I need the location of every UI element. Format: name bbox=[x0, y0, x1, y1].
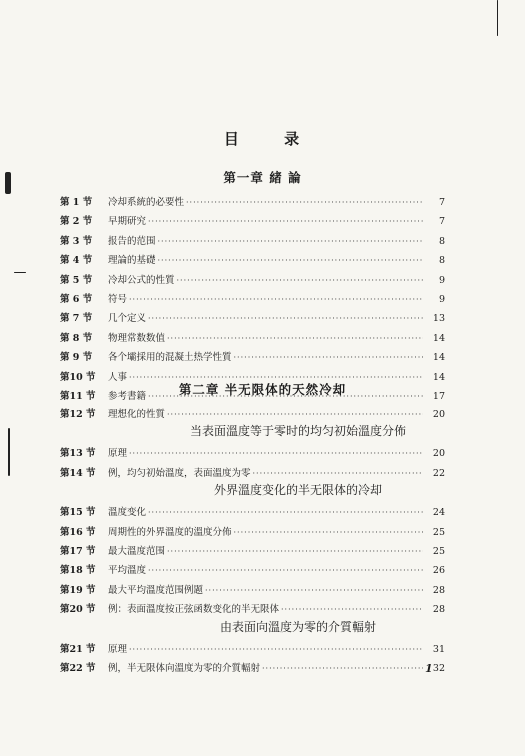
section-subheading: 当表面溫度等于零时的均匀初始溫度分佈 bbox=[189, 424, 406, 439]
section-number: 第20 节 bbox=[60, 604, 96, 616]
toc-entry bbox=[60, 582, 445, 598]
section-number: 第19 节 bbox=[60, 584, 96, 596]
section-title: 最大溫度范围 bbox=[108, 546, 166, 557]
section-page: 32 bbox=[432, 663, 445, 674]
section-page: 28 bbox=[432, 584, 445, 596]
dot-leader bbox=[205, 586, 423, 595]
toc-entry bbox=[60, 349, 445, 365]
section-title: 几个定义 bbox=[108, 313, 147, 325]
dot-leader bbox=[281, 605, 423, 614]
section-number: 第 9 节 bbox=[60, 352, 93, 364]
toc-entry bbox=[60, 272, 445, 288]
section-page: 14 bbox=[432, 371, 445, 383]
toc-entry bbox=[60, 543, 445, 559]
toc-entry bbox=[60, 291, 445, 307]
toc-entry bbox=[60, 601, 445, 617]
section-number: 第13 节 bbox=[60, 448, 96, 460]
dot-leader bbox=[177, 276, 423, 285]
toc-entry bbox=[60, 213, 445, 229]
section-title: 周期性的外界溫度的溫度分佈 bbox=[108, 526, 232, 538]
scan-smudge bbox=[497, 0, 498, 36]
section-title: 参考書籍 bbox=[108, 391, 147, 402]
section-title: 例：表面溫度按正弦函数变化的半无限体 bbox=[108, 604, 280, 616]
section-title: 各个壩採用的混凝土热学性質 bbox=[108, 352, 232, 364]
toc-entry bbox=[60, 406, 445, 422]
dot-leader bbox=[148, 566, 423, 575]
section-title: 早期研究 bbox=[108, 216, 147, 228]
section-title: 最大平均溫度范围例题 bbox=[108, 584, 204, 596]
section-page: 25 bbox=[432, 526, 445, 538]
section-number: 第10 节 bbox=[60, 371, 96, 383]
section-number: 第 5 节 bbox=[60, 274, 93, 286]
dot-leader bbox=[186, 198, 423, 207]
section-number: 第18 节 bbox=[60, 565, 96, 577]
section-number: 第12 节 bbox=[60, 409, 96, 420]
dot-leader bbox=[167, 547, 423, 556]
section-subheading: 由表面向溫度为零的介質輻射 bbox=[219, 619, 376, 634]
dot-leader bbox=[129, 449, 423, 458]
title-char-1: 目 bbox=[223, 130, 241, 148]
section-title: 人事 bbox=[108, 371, 128, 383]
section-title: 符号 bbox=[108, 294, 128, 305]
chapter-heading: 第一章 緒 論 bbox=[223, 170, 302, 185]
chapter-heading: 第二章 半无限体的天然冷却 bbox=[178, 382, 347, 397]
dot-leader bbox=[234, 353, 423, 362]
toc-entry bbox=[60, 233, 445, 249]
scan-smudge bbox=[14, 272, 26, 273]
dot-leader bbox=[148, 217, 423, 226]
section-title: 例，半无限体向溫度为零的介質輻射 bbox=[108, 663, 261, 674]
section-title: 物理常数数值 bbox=[108, 332, 166, 344]
section-page: 20 bbox=[432, 448, 445, 460]
section-page: 17 bbox=[432, 391, 445, 402]
dot-leader bbox=[262, 664, 423, 673]
toc-entry bbox=[60, 524, 445, 540]
section-page: 28 bbox=[432, 604, 445, 616]
dot-leader bbox=[148, 508, 423, 517]
section-page: 14 bbox=[432, 332, 445, 344]
section-number: 第 2 节 bbox=[60, 216, 93, 228]
dot-leader bbox=[167, 410, 423, 419]
section-page: 24 bbox=[432, 507, 445, 519]
section-title: 理論的基礎 bbox=[108, 255, 156, 267]
section-title: 冷却系統的必要性 bbox=[108, 197, 185, 208]
page-title bbox=[0, 128, 525, 149]
section-page: 14 bbox=[432, 352, 445, 364]
section-number: 第 1 节 bbox=[60, 197, 93, 208]
section-page: 13 bbox=[432, 313, 445, 325]
section-number: 第 8 节 bbox=[60, 332, 93, 344]
toc-entry bbox=[60, 310, 445, 326]
dot-leader bbox=[167, 334, 423, 343]
section-number: 第11 节 bbox=[60, 391, 96, 402]
toc-entry bbox=[60, 252, 445, 268]
section-number: 第16 节 bbox=[60, 526, 96, 538]
section-page: 20 bbox=[432, 409, 445, 420]
section-page: 8 bbox=[438, 235, 445, 247]
section-number: 第 6 节 bbox=[60, 294, 93, 305]
section-title: 平均溫度 bbox=[108, 565, 147, 577]
scan-smudge bbox=[8, 428, 10, 476]
page-number: 1 bbox=[425, 662, 433, 675]
toc-entry bbox=[60, 660, 445, 676]
dot-leader bbox=[129, 645, 423, 654]
toc-entry bbox=[60, 562, 445, 578]
section-title: 例，均匀初始溫度，表面溫度为零 bbox=[108, 467, 251, 479]
dot-leader bbox=[158, 237, 423, 246]
section-page: 9 bbox=[438, 294, 445, 305]
section-title: 溫度变化 bbox=[108, 507, 147, 519]
dot-leader bbox=[158, 256, 423, 265]
section-number: 第22 节 bbox=[60, 663, 96, 674]
section-number: 第14 节 bbox=[60, 467, 96, 479]
section-number: 第 3 节 bbox=[60, 235, 93, 247]
section-title: 冷却公式的性質 bbox=[108, 274, 175, 286]
section-page: 7 bbox=[438, 197, 445, 208]
scan-smudge bbox=[5, 172, 11, 194]
section-page: 9 bbox=[438, 274, 445, 286]
section-page: 8 bbox=[438, 255, 445, 267]
toc-entry bbox=[60, 330, 445, 346]
section-number: 第17 节 bbox=[60, 546, 96, 557]
dot-leader bbox=[129, 295, 423, 304]
section-number: 第21 节 bbox=[60, 643, 96, 655]
dot-leader bbox=[253, 469, 423, 478]
section-title: 原理 bbox=[108, 448, 128, 460]
section-title: 报告的范围 bbox=[108, 235, 156, 247]
toc-entry bbox=[60, 194, 445, 210]
section-page: 7 bbox=[438, 216, 445, 228]
section-title: 原理 bbox=[108, 643, 128, 655]
section-title: 理想化的性質 bbox=[108, 409, 166, 420]
toc-entry bbox=[60, 445, 445, 461]
section-subheading: 外界溫度变化的半无限体的冷却 bbox=[213, 483, 382, 498]
section-page: 25 bbox=[432, 546, 445, 557]
toc-entry bbox=[60, 641, 445, 657]
section-page: 31 bbox=[432, 643, 445, 655]
section-number: 第 4 节 bbox=[60, 255, 93, 267]
title-char-2: 录 bbox=[284, 130, 302, 148]
dot-leader bbox=[234, 528, 423, 537]
section-page: 26 bbox=[432, 565, 445, 577]
dot-leader bbox=[148, 314, 423, 323]
section-number: 第 7 节 bbox=[60, 313, 93, 325]
toc-entry bbox=[60, 465, 445, 481]
toc-entry bbox=[60, 504, 445, 520]
section-page: 22 bbox=[432, 467, 445, 479]
section-number: 第15 节 bbox=[60, 507, 96, 519]
